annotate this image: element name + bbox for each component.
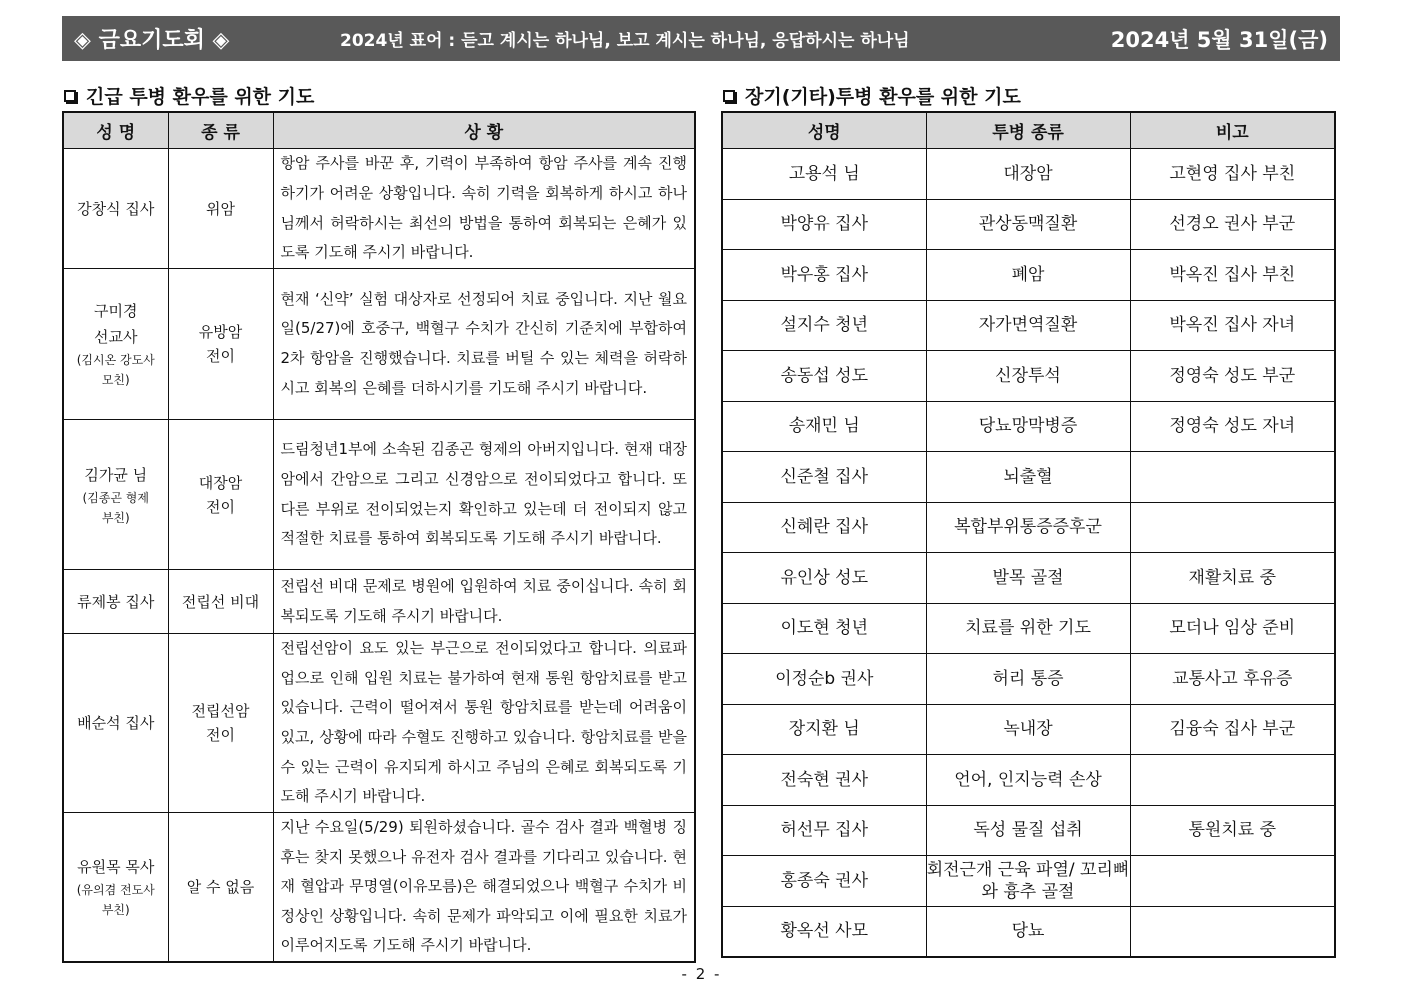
banner-date: 2024년 5월 31일(금) (1110, 27, 1328, 52)
patient-relation: (김시온 강도사 모친) (76, 353, 155, 387)
banner-title: ◈ 금요기도회 ◈ (74, 28, 230, 53)
note-cell (1130, 755, 1335, 806)
table-row (63, 420, 695, 570)
patient-name: 류제봉 집사 (77, 592, 155, 611)
note-cell: 고현영 집사 부친 (1130, 149, 1335, 200)
header-banner (62, 16, 1340, 61)
name-cell: 이도현 청년 (722, 603, 926, 654)
table-row (722, 553, 1335, 604)
name-cell (63, 420, 168, 570)
disease-type: 유방암 전이 (198, 323, 243, 365)
name-cell: 이정순b 권사 (722, 654, 926, 705)
name-cell: 송동섭 성도 (722, 351, 926, 402)
type-cell: 치료를 위한 기도 (926, 603, 1130, 654)
note-cell (1130, 502, 1335, 553)
table-row (722, 805, 1335, 856)
patient-name: 유원목 목사 (77, 857, 155, 876)
name-cell (63, 813, 168, 962)
name-cell: 장지환 님 (722, 704, 926, 755)
table-row (722, 906, 1335, 957)
left-section-title-text: 긴급 투병 환우를 위한 기도 (86, 86, 315, 108)
header-type: 투병 종류 (926, 112, 1130, 149)
note-cell (1130, 906, 1335, 957)
table-row (722, 199, 1335, 250)
table-header-row (63, 112, 695, 149)
note-cell: 정영숙 성도 부군 (1130, 351, 1335, 402)
type-cell: 당뇨망막병증 (926, 401, 1130, 452)
table-row (722, 654, 1335, 705)
patient-relation: (유의겸 전도사 부친) (76, 882, 155, 917)
table-row (722, 250, 1335, 301)
note-cell (1130, 856, 1335, 907)
table-row (63, 269, 695, 420)
table-row (722, 856, 1335, 907)
name-cell: 신혜란 집사 (722, 502, 926, 553)
checkbox-icon (723, 90, 735, 102)
note-cell: 선경오 권사 부군 (1130, 199, 1335, 250)
banner-motto: 2024년 표어 : 듣고 계시는 하나님, 보고 계시는 하나님, 응답하시는 하나님 (340, 31, 910, 51)
table-row (722, 300, 1335, 351)
type-cell: 복합부위통증증후군 (926, 502, 1130, 553)
long-term-prayer-table (721, 111, 1336, 958)
table-row (63, 149, 695, 269)
type-cell (168, 269, 273, 420)
detail-cell: 드림청년1부에 소속된 김종곤 형제의 아버지입니다. 현재 대장암에서 간암으로 그리고 신경암으로 전이되었다고 합니다. 또 다른 부위로 전이되었는지 확인하고 있는데 더 전이되지 않고 적절한 치료를 통하여 회복되도록 기도해 주시기 바랍니다. (273, 420, 695, 570)
table-row (722, 401, 1335, 452)
table-row (722, 351, 1335, 402)
note-cell: 정영숙 성도 자녀 (1130, 401, 1335, 452)
patient-name: 배순석 집사 (77, 714, 155, 732)
table-row (722, 149, 1335, 200)
table-row (722, 502, 1335, 553)
right-section-title (723, 82, 1021, 109)
header-note: 비고 (1130, 112, 1335, 149)
note-cell: 박옥진 집사 자녀 (1130, 300, 1335, 351)
type-cell (168, 634, 273, 813)
detail-cell: 전립선암이 요도 있는 부근으로 전이되었다고 합니다. 의료파업으로 인해 입원 치료는 불가하여 현재 통원 항암치료를 받고 있습니다. 근력이 떨어져서 통원 항암치료를 받는데 어려움이 있고, 상황에 따라 수혈도 진행하고 있습니다. 항암치료를 받을 수 있는 근력이 유지되게 하시고 주님의 은혜로 회복되도록 기도해 주시기 바랍니다. (273, 634, 695, 813)
note-cell: 통원치료 중 (1130, 805, 1335, 856)
note-cell: 김융숙 집사 부군 (1130, 704, 1335, 755)
name-cell (63, 269, 168, 420)
name-cell (63, 570, 168, 634)
note-cell: 재활치료 중 (1130, 553, 1335, 604)
patient-relation: (김종곤 형제 부친) (82, 490, 149, 525)
name-cell: 황옥선 사모 (722, 906, 926, 957)
type-cell: 관상동맥질환 (926, 199, 1130, 250)
type-cell: 자가면역질환 (926, 300, 1130, 351)
table-row (63, 813, 695, 962)
type-cell: 허리 통증 (926, 654, 1130, 705)
right-section-title-text: 장기(기타)투병 환우를 위한 기도 (745, 86, 1021, 108)
patient-name: 구미경 선교사 (94, 302, 138, 346)
type-cell: 발목 골절 (926, 553, 1130, 604)
note-cell: 교통사고 후유증 (1130, 654, 1335, 705)
detail-cell: 전립선 비대 문제로 병원에 입원하여 치료 중이십니다. 속히 회복되도록 기도해 주시기 바랍니다. (273, 570, 695, 634)
page-number: - 2 - (681, 965, 722, 983)
name-cell (63, 149, 168, 269)
name-cell: 전숙현 권사 (722, 755, 926, 806)
patient-name: 강창식 집사 (77, 199, 155, 218)
note-cell (1130, 452, 1335, 503)
type-cell: 당뇨 (926, 906, 1130, 957)
disease-type: 전립선암 전이 (191, 702, 250, 744)
type-cell: 알 수 없음 (168, 813, 273, 962)
table-row (722, 452, 1335, 503)
name-cell: 송재민 님 (722, 401, 926, 452)
type-cell: 뇌출혈 (926, 452, 1130, 503)
detail-cell: 항암 주사를 바꾼 후, 기력이 부족하여 항암 주사를 계속 진행하기가 어려운 상황입니다. 속히 기력을 회복하게 하시고 하나님께서 허락하시는 최선의 방법을 통하여 회복되는 은혜가 있도록 기도해 주시기 바랍니다. (273, 149, 695, 269)
table-row (722, 603, 1335, 654)
type-cell: 신장투석 (926, 351, 1130, 402)
patient-name: 김가균 님 (84, 465, 148, 484)
urgent-prayer-table (62, 111, 696, 963)
name-cell: 유인상 성도 (722, 553, 926, 604)
type-cell: 폐암 (926, 250, 1130, 301)
name-cell: 설지수 청년 (722, 300, 926, 351)
type-cell (168, 420, 273, 570)
table-row (722, 755, 1335, 806)
left-section-title (64, 82, 314, 109)
detail-cell: 지난 수요일(5/29) 퇴원하셨습니다. 골수 검사 결과 백혈병 징후는 찾지 못했으나 유전자 검사 결과를 기다리고 있습니다. 현재 혈압과 무명열(이유모름)은 해결되었으나 백혈구 수치가 비정상인 상황입니다. 속히 문제가 파악되고 이에 필요한 치료가 이루어지도록 기도해 주시기 바랍니다. (273, 813, 695, 962)
name-cell: 박양유 집사 (722, 199, 926, 250)
table-row (63, 634, 695, 813)
header-name: 성 명 (63, 112, 168, 149)
name-cell: 홍종숙 권사 (722, 856, 926, 907)
header-type: 종 류 (168, 112, 273, 149)
type-cell: 전립선 비대 (168, 570, 273, 634)
header-detail: 상 황 (273, 112, 695, 149)
note-cell: 모더나 임상 준비 (1130, 603, 1335, 654)
type-cell: 독성 물질 섭취 (926, 805, 1130, 856)
type-cell: 위암 (168, 149, 273, 269)
table-header-row (722, 112, 1335, 149)
name-cell: 신준철 집사 (722, 452, 926, 503)
type-cell: 대장암 (926, 149, 1130, 200)
note-cell: 박옥진 집사 부친 (1130, 250, 1335, 301)
type-cell: 언어, 인지능력 손상 (926, 755, 1130, 806)
type-cell: 회전근개 근육 파열/ 꼬리뼈와 흉추 골절 (926, 856, 1130, 907)
table-row (722, 704, 1335, 755)
checkbox-icon (64, 90, 76, 102)
name-cell (63, 634, 168, 813)
name-cell: 허선무 집사 (722, 805, 926, 856)
disease-type: 대장암 전이 (198, 473, 243, 516)
detail-cell: 현재 ‘신약’ 실험 대상자로 선정되어 치료 중입니다. 지난 월요일(5/27)에 호중구, 백혈구 수치가 간신히 기준치에 부합하여 2차 항암을 진행했습니다. 치료를 버틸 수 있는 체력을 허락하시고 회복의 은혜를 더하시기를 기도해 주시기 바랍니다. (273, 269, 695, 420)
table-row (63, 570, 695, 634)
name-cell: 박우홍 집사 (722, 250, 926, 301)
type-cell: 녹내장 (926, 704, 1130, 755)
header-name: 성명 (722, 112, 926, 149)
name-cell: 고용석 님 (722, 149, 926, 200)
